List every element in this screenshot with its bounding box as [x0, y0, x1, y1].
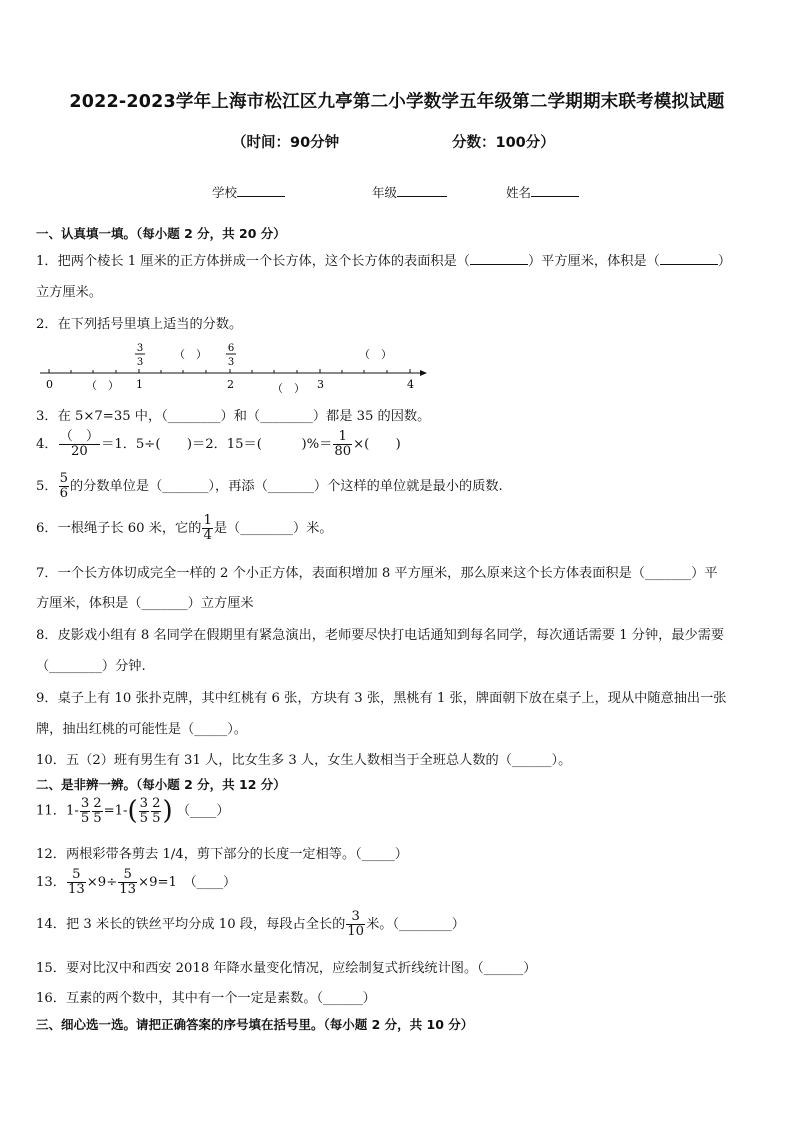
frac1-numerator: 3 — [136, 343, 144, 354]
school-field[interactable] — [212, 183, 285, 201]
page-title: 2022-2023学年上海市松江区九亭第二小学数学五年级第二学期期末联考模拟试题 — [69, 92, 725, 112]
question-9: 9．桌子上有 10 张扑克牌，其中红桃有 6 张，方块有 3 张，黑桃有 1 张，牌面朝下放在桌子上，现从中随意抽出一张 — [36, 691, 727, 706]
grade-label: 年级 — [372, 185, 398, 200]
exam-time: （时间：90分钟 — [232, 135, 340, 151]
school-label: 学校 — [212, 185, 238, 200]
frac2-numerator: 6 — [227, 343, 235, 354]
question-16: 16．互素的两个数中，其中有一个一定是素数。（______） — [36, 991, 376, 1006]
question-10: 10．五（2）班有男生有 31 人，比女生多 3 人，女生人数相当于全班总人数的（______）。 — [36, 753, 572, 768]
question-13: 13． $\frac{5}{13}$ ×9÷ $\frac{5}{13}$ ×9=1 （____） — [36, 867, 237, 897]
name-label: 姓名 — [506, 185, 532, 200]
tick-label-3: 3 — [317, 378, 324, 391]
section-2-title: 二、是非辨一辨。（每小题 2 分，共 12 分） — [36, 777, 286, 792]
question-3: 3．在 5×7=35 中，（________）和（________）都是 35 的因数。 — [36, 409, 431, 424]
frac1-denominator: 3 — [136, 357, 144, 368]
tick-label-0: 0 — [46, 378, 53, 391]
name-field[interactable] — [506, 183, 579, 201]
question-6: 6．一根绳子长 60 米，它的 $\frac{1}{4}$ 是（________）米。 — [36, 513, 333, 543]
question-1: 1．把两个棱长 1 厘米的正方体拼成一个长方体，这个长方体的表面积是（ ）平方厘米，体积是（ ） — [36, 254, 732, 269]
tick-label-4: 4 — [407, 378, 414, 391]
question-7-cont: 方厘米，体积是（_______）立方厘米 — [36, 596, 254, 611]
section-3-title: 三、细心选一选。请把正确答案的序号填在括号里。（每小题 2 分，共 10 分） — [36, 1017, 474, 1032]
question-2: 2．在下列括号里填上适当的分数。 — [36, 317, 243, 332]
exam-score: 分数：100分） — [452, 135, 555, 151]
question-12: 12．两根彩带各剪去 1/4，剪下部分的长度一定相等。（_____） — [36, 847, 408, 862]
question-14: 14．把 3 米长的铁丝平均分成 10 段，每段占全长的 $\frac{3}{10}$ 米。（________） — [36, 909, 465, 939]
grade-field[interactable] — [372, 183, 447, 201]
number-line-arrow — [420, 370, 427, 376]
question-8-cont: （________）分钟. — [36, 659, 146, 674]
tick-label-2: 2 — [227, 378, 234, 391]
question-4: 4． $\frac{( )}{20}$ ＝1．5÷( )＝2．15＝( )%＝ $\frac{1}{80}$ ×( ) — [36, 429, 401, 459]
section-1-title: 一、认真填一填。（每小题 2 分，共 20 分） — [36, 226, 286, 241]
question-8: 8．皮影戏小组有 8 名同学在假期里有紧急演出，老师要尽快打电话通知到每名同学，每次通话需要 1 分钟，最少需要 — [36, 628, 725, 643]
question-9-cont: 牌，抽出红桃的可能性是（_____）。 — [36, 722, 247, 737]
number-line-ticks — [49, 369, 410, 373]
question-5: 5． $\frac{5}{6}$ 的分数单位是（_______），再添（_______）个这样的单位就是最小的质数. — [36, 471, 503, 501]
below-blank-1: （ ） — [86, 379, 119, 392]
question-15: 15．要对比汉中和西安 2018 年降水量变化情况，应绘制复式折线统计图。（______） — [36, 961, 537, 976]
frac2-denominator: 3 — [227, 357, 235, 368]
question-7: 7．一个长方体切成完全一样的 2 个小正方体，表面积增加 8 平方厘米，那么原来这个长方体表面积是（_______）平 — [36, 566, 718, 581]
tick-label-1: 1 — [136, 378, 143, 391]
above-blank-1: （ ） — [174, 348, 207, 361]
question-11: 11．1- $\frac{3}{5}$ $\frac{2}{5}$ =1-( $\frac{3}{5}$ $\frac{2}{5}$ ) （____） — [36, 795, 230, 826]
question-1-cont: 立方厘米。 — [36, 285, 102, 300]
above-blank-2: （ ） — [359, 348, 392, 361]
number-line — [36, 340, 436, 396]
below-blank-2: （ ） — [272, 382, 305, 395]
